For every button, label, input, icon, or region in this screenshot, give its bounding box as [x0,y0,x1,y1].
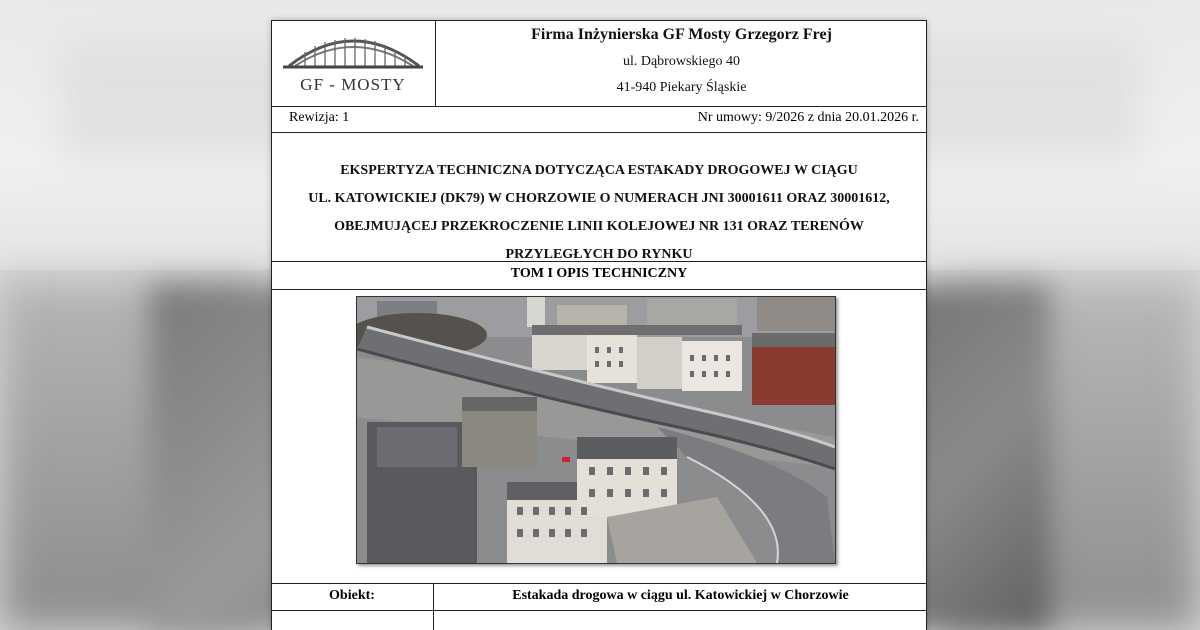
company-address-street: ul. Dąbrowskiego 40 [622,54,741,69]
contract-number: Nr umowy: 9/2026 z dnia 20.01.2026 r. [697,110,919,125]
company-address-city: 41-940 Piekary Śląskie [616,80,747,95]
title-line: EKSPERTYZA TECHNICZNA DOTYCZĄCA ESTAKADY DROGOWEJ W CIĄGU [340,163,858,178]
object-value: Estakada drogowa w ciągu ul. Katowickiej w Chorzowie [512,588,849,603]
company-logo [271,20,436,106]
object-row [271,583,927,611]
document-title [291,157,907,269]
object-label-cell [271,584,434,610]
volume-title: TOM I OPIS TECHNICZNY [510,266,688,281]
logo-text: GF - MOSTY [300,75,406,94]
revision-label: Rewizja: 1 [289,110,350,125]
title-line: PRZYLEGŁYCH DO RYNKU [505,247,693,262]
column-divider [433,610,434,630]
company-name: Firma Inżynierska GF Mosty Grzegorz Frej [531,26,832,43]
viaduct-photo-illustration [357,297,835,563]
document-title-block [271,133,927,262]
viaduct-aerial-photo [356,296,836,564]
revision-row [271,107,927,133]
document-page [271,20,927,630]
title-line: OBEJMUJĄCEJ PRZEKROCZENIE LINII KOLEJOWEJ NR 131 ORAZ TERENÓW [334,219,864,234]
object-label: Obiekt: [329,588,375,603]
bridge-arch-icon [271,22,435,78]
title-line: UL. KATOWICKIEJ (DK79) W CHORZOWIE O NUMERACH JNI 30001611 ORAZ 30001612, [308,191,890,206]
volume-row [271,262,927,290]
document-header [271,20,927,107]
next-row-partial [271,610,927,630]
